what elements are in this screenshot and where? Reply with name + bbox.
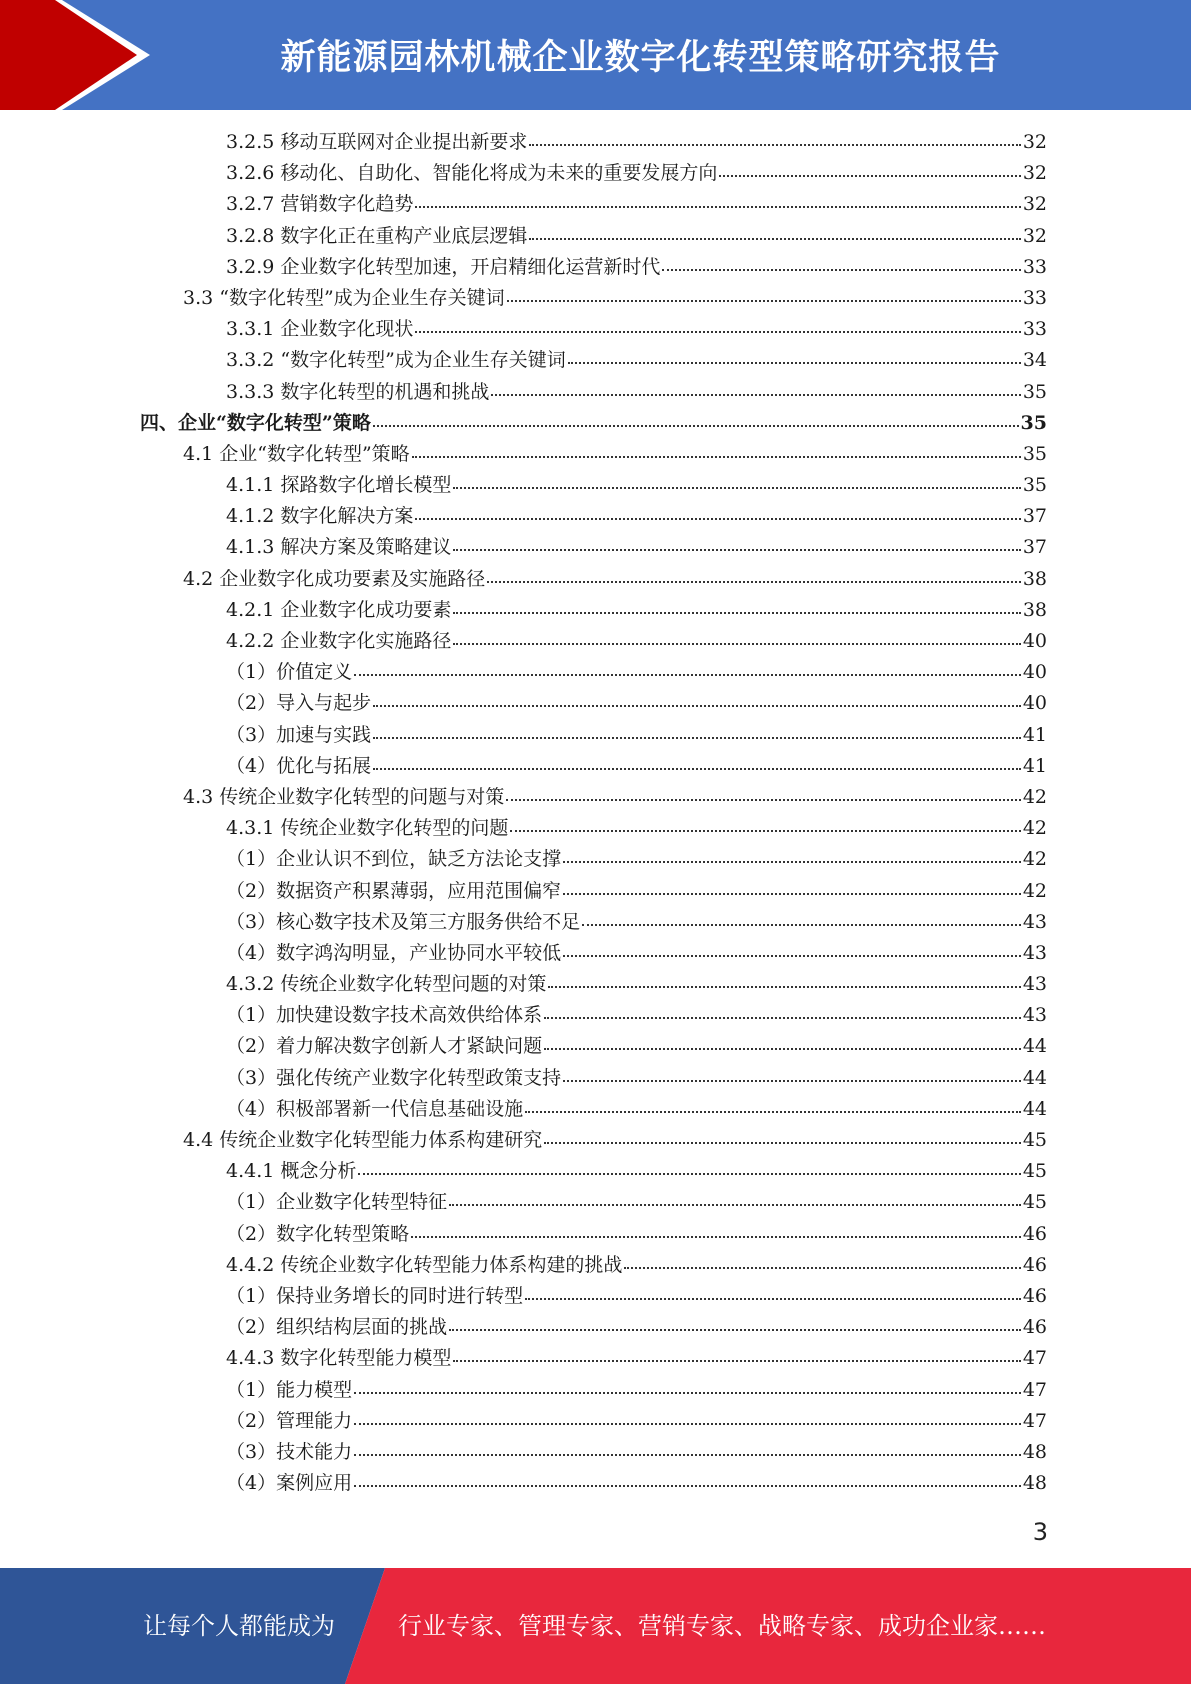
toc-entry-title: （1）保持业务增长的同时进行转型 — [226, 1284, 524, 1307]
toc-entry-page: 35 — [1022, 474, 1047, 497]
toc-entry-page: 32 — [1022, 193, 1047, 216]
toc-entry[interactable] — [140, 907, 1047, 938]
toc-entry[interactable] — [140, 1063, 1047, 1094]
toc-entry-page: 42 — [1022, 817, 1047, 840]
toc-dot-leader — [453, 486, 1020, 489]
document-title: 新能源园林机械企业数字化转型策略研究报告 — [280, 38, 1001, 78]
toc-dot-leader — [453, 548, 1020, 551]
toc-entry-title: （1）能力模型 — [226, 1378, 353, 1401]
toc-dot-leader — [354, 1453, 1021, 1456]
toc-dot-leader — [662, 268, 1020, 271]
toc-entry[interactable] — [140, 969, 1047, 1000]
toc-entry-page: 32 — [1022, 162, 1047, 185]
toc-entry-title: （2）管理能力 — [226, 1409, 353, 1432]
toc-entry[interactable] — [140, 252, 1047, 283]
toc-entry[interactable] — [140, 813, 1047, 844]
toc-entry-title: （3）加速与实践 — [226, 723, 372, 746]
toc-entry-title: 3.2.6 移动化、自助化、智能化将成为未来的重要发展方向 — [226, 162, 718, 185]
toc-dot-leader — [373, 424, 1019, 427]
toc-entry-page: 43 — [1022, 910, 1047, 933]
toc-entry-title: 四、企业“数字化转型”策略 — [140, 411, 371, 434]
toc-entry-title: 4.4.3 数字化转型能力模型 — [226, 1347, 452, 1370]
toc-entry[interactable] — [140, 1406, 1047, 1437]
toc-entry-title: （2）组织结构层面的挑战 — [226, 1316, 448, 1339]
toc-entry-page: 46 — [1022, 1222, 1047, 1245]
toc-dot-leader — [453, 642, 1020, 645]
toc-entry-page: 46 — [1022, 1253, 1047, 1276]
toc-entry-title: （2）导入与起步 — [226, 692, 372, 715]
toc-entry-title: （1）企业数字化转型特征 — [226, 1191, 448, 1214]
toc-entry-page: 48 — [1022, 1472, 1047, 1495]
toc-entry-page: 34 — [1022, 349, 1047, 372]
toc-entry[interactable] — [140, 1219, 1047, 1250]
page-header — [0, 0, 1191, 110]
toc-dot-leader — [453, 1359, 1020, 1362]
toc-entry[interactable] — [140, 595, 1047, 626]
toc-entry-page: 46 — [1022, 1284, 1047, 1307]
toc-entry[interactable] — [140, 782, 1047, 813]
toc-entry[interactable] — [140, 470, 1047, 501]
toc-entry[interactable] — [140, 1031, 1047, 1062]
toc-dot-leader — [491, 393, 1020, 396]
toc-entry-title: （3）强化传统产业数字化转型政策支持 — [226, 1066, 562, 1089]
toc-entry-page: 40 — [1022, 692, 1047, 715]
toc-entry-title: （3）核心数字技术及第三方服务供给不足 — [226, 910, 581, 933]
toc-entry-title: （2）数字化转型策略 — [226, 1222, 410, 1245]
toc-entry[interactable] — [140, 501, 1047, 532]
toc-entry-title: 4.4.1 概念分析 — [226, 1160, 357, 1183]
toc-entry[interactable] — [140, 1375, 1047, 1406]
toc-entry-title: 4.1.2 数字化解决方案 — [226, 505, 414, 528]
toc-entry-page: 45 — [1022, 1160, 1047, 1183]
toc-entry-title: （2）着力解决数字创新人才紧缺问题 — [226, 1035, 543, 1058]
toc-entry[interactable] — [140, 657, 1047, 688]
toc-entry[interactable] — [140, 844, 1047, 875]
toc-entry-title: （4）积极部署新一代信息基础设施 — [226, 1097, 524, 1120]
toc-entry-title: 3.3.2 “数字化转型”成为企业生存关键词 — [226, 349, 566, 372]
toc-entry-title: （4）案例应用 — [226, 1472, 353, 1495]
toc-entry-page: 43 — [1022, 1004, 1047, 1027]
toc-dot-leader — [354, 673, 1021, 676]
toc-entry-title: （1）企业认识不到位，缺乏方法论支撑 — [226, 848, 562, 871]
toc-entry[interactable] — [140, 1312, 1047, 1343]
toc-entry[interactable] — [140, 283, 1047, 314]
toc-entry-title: （3）技术能力 — [226, 1440, 353, 1463]
toc-dot-leader — [563, 954, 1021, 957]
toc-entry[interactable] — [140, 1125, 1047, 1156]
toc-dot-leader — [354, 1484, 1021, 1487]
table-of-contents — [140, 127, 1047, 1499]
toc-dot-leader — [563, 860, 1021, 863]
toc-entry[interactable] — [140, 1468, 1047, 1499]
toc-entry-page: 47 — [1022, 1347, 1047, 1370]
toc-entry-title: 4.1.3 解决方案及策略建议 — [226, 536, 452, 559]
toc-dot-leader — [529, 143, 1020, 146]
toc-entry-title: （4）数字鸿沟明显，产业协同水平较低 — [226, 941, 562, 964]
toc-entry-page: 38 — [1022, 567, 1047, 590]
toc-entry[interactable] — [140, 688, 1047, 719]
toc-dot-leader — [453, 611, 1020, 614]
toc-entry-title: 3.2.8 数字化正在重构产业底层逻辑 — [226, 224, 528, 247]
toc-dot-leader — [354, 1391, 1021, 1394]
footer-slogan-left: 让每个人都能成为 — [143, 1612, 335, 1640]
toc-entry-page: 44 — [1022, 1097, 1047, 1120]
toc-entry[interactable] — [140, 751, 1047, 782]
toc-entry-page: 33 — [1022, 255, 1047, 278]
toc-entry-page: 42 — [1022, 879, 1047, 902]
toc-entry[interactable] — [140, 1000, 1047, 1031]
toc-entry-page: 44 — [1022, 1066, 1047, 1089]
toc-dot-leader — [582, 923, 1021, 926]
toc-dot-leader — [544, 1047, 1021, 1050]
toc-dot-leader — [487, 580, 1021, 583]
toc-entry-page: 37 — [1022, 536, 1047, 559]
toc-entry-title: 3.3.1 企业数字化现状 — [226, 318, 414, 341]
toc-entry-page: 35 — [1020, 411, 1047, 434]
toc-entry-title: （1）加快建设数字技术高效供给体系 — [226, 1004, 543, 1027]
toc-dot-leader — [411, 1235, 1021, 1238]
toc-entry-title: （1）价值定义 — [226, 661, 353, 684]
toc-entry[interactable] — [140, 876, 1047, 907]
toc-dot-leader — [373, 767, 1021, 770]
toc-entry-page: 42 — [1022, 848, 1047, 871]
page-footer — [0, 1568, 1191, 1684]
toc-dot-leader — [525, 1110, 1021, 1113]
toc-dot-leader — [719, 174, 1020, 177]
toc-entry-page: 40 — [1022, 630, 1047, 652]
toc-entry[interactable] — [140, 720, 1047, 751]
toc-entry-page: 41 — [1022, 754, 1047, 777]
toc-dot-leader — [525, 1297, 1021, 1300]
toc-dot-leader — [506, 798, 1021, 801]
toc-entry-title: 4.2 企业数字化成功要素及实施路径 — [183, 567, 486, 590]
toc-entry-title: 3.3 “数字化转型”成为企业生存关键词 — [183, 286, 505, 309]
toc-dot-leader — [449, 1203, 1021, 1206]
toc-entry-page: 48 — [1022, 1440, 1047, 1463]
toc-entry[interactable] — [140, 221, 1047, 252]
toc-entry[interactable] — [140, 189, 1047, 220]
toc-entry[interactable] — [140, 1094, 1047, 1125]
toc-entry[interactable] — [140, 345, 1047, 376]
toc-entry[interactable] — [140, 938, 1047, 969]
toc-entry-title: 4.3.2 传统企业数字化转型问题的对策 — [226, 973, 547, 996]
toc-entry-page: 47 — [1022, 1378, 1047, 1401]
chevron-arrow-icon — [0, 0, 160, 110]
toc-dot-leader — [358, 1172, 1020, 1175]
toc-entry-title: 4.1.1 探路数字化增长模型 — [226, 474, 452, 497]
toc-entry[interactable] — [140, 439, 1047, 470]
toc-entry-page: 33 — [1022, 318, 1047, 341]
toc-dot-leader — [354, 1422, 1021, 1425]
toc-dot-leader — [544, 1141, 1021, 1144]
toc-dot-leader — [373, 704, 1021, 707]
toc-entry[interactable] — [140, 532, 1047, 563]
toc-entry-page: 42 — [1022, 785, 1047, 808]
toc-entry-page: 40 — [1022, 661, 1047, 684]
toc-entry-title: 3.3.3 数字化转型的机遇和挑战 — [226, 380, 490, 403]
toc-entry[interactable] — [140, 1437, 1047, 1468]
toc-dot-leader — [412, 455, 1021, 458]
toc-dot-leader — [548, 985, 1020, 988]
toc-entry-title: （4）优化与拓展 — [226, 754, 372, 777]
toc-dot-leader — [415, 517, 1020, 520]
toc-entry-page: 43 — [1022, 941, 1047, 964]
toc-entry[interactable] — [140, 1343, 1047, 1374]
toc-dot-leader — [563, 1079, 1021, 1082]
toc-entry-title: 4.2.2 企业数字化实施路径 — [226, 630, 452, 652]
toc-entry[interactable] — [140, 158, 1047, 189]
toc-entry[interactable] — [140, 377, 1047, 408]
toc-dot-leader — [415, 330, 1020, 333]
toc-dot-leader — [568, 361, 1021, 364]
toc-entry-page: 44 — [1022, 1035, 1047, 1058]
toc-entry[interactable] — [140, 314, 1047, 345]
toc-entry-title: 4.3.1 传统企业数字化转型的问题 — [226, 817, 509, 840]
toc-entry[interactable] — [140, 1187, 1047, 1218]
toc-entry-title: 3.2.5 移动互联网对企业提出新要求 — [226, 131, 528, 153]
toc-entry-title: 4.2.1 企业数字化成功要素 — [226, 598, 452, 621]
toc-dot-leader — [510, 829, 1020, 832]
toc-dot-leader — [624, 1266, 1020, 1269]
toc-entry-page: 45 — [1022, 1191, 1047, 1214]
toc-entry[interactable] — [140, 1156, 1047, 1187]
toc-entry-page: 45 — [1022, 1129, 1047, 1151]
toc-dot-leader — [544, 1016, 1021, 1019]
toc-entry-page: 33 — [1022, 286, 1047, 309]
toc-entry-title: 4.3 传统企业数字化转型的问题与对策 — [183, 785, 505, 808]
toc-entry-page: 38 — [1022, 598, 1047, 621]
toc-entry-page: 43 — [1022, 973, 1047, 996]
toc-entry-page: 47 — [1022, 1409, 1047, 1432]
toc-entry-page: 35 — [1022, 442, 1047, 465]
footer-slogan-right: 行业专家、管理专家、营销专家、战略专家、成功企业家…… — [398, 1612, 1046, 1640]
toc-entry-title: 3.2.7 营销数字化趋势 — [226, 193, 414, 216]
toc-entry[interactable] — [140, 127, 1047, 158]
toc-entry[interactable] — [140, 1281, 1047, 1312]
toc-entry-title: 3.2.9 企业数字化转型加速，开启精细化运营新时代 — [226, 255, 661, 278]
toc-entry[interactable] — [140, 564, 1047, 595]
toc-entry-title: 4.1 企业“数字化转型”策略 — [183, 442, 410, 465]
toc-entry-page: 32 — [1022, 224, 1047, 247]
toc-entry-page: 37 — [1022, 505, 1047, 528]
toc-entry-page: 41 — [1022, 723, 1047, 746]
toc-entry-page: 32 — [1022, 131, 1047, 153]
toc-entry-title: 4.4.2 传统企业数字化转型能力体系构建的挑战 — [226, 1253, 623, 1276]
toc-entry[interactable] — [140, 626, 1047, 657]
toc-dot-leader — [507, 299, 1021, 302]
toc-dot-leader — [529, 237, 1020, 240]
toc-entry-title: （2）数据资产积累薄弱，应用范围偏窄 — [226, 879, 562, 902]
toc-entry-page: 46 — [1022, 1316, 1047, 1339]
toc-dot-leader — [563, 892, 1021, 895]
toc-entry[interactable] — [140, 1250, 1047, 1281]
toc-entry[interactable] — [140, 408, 1047, 439]
toc-entry-title: 4.4 传统企业数字化转型能力体系构建研究 — [183, 1129, 543, 1151]
toc-entry-page: 35 — [1022, 380, 1047, 403]
toc-dot-leader — [449, 1328, 1021, 1331]
page-number: 3 — [1032, 1518, 1048, 1546]
toc-dot-leader — [415, 205, 1020, 208]
toc-dot-leader — [373, 736, 1021, 739]
